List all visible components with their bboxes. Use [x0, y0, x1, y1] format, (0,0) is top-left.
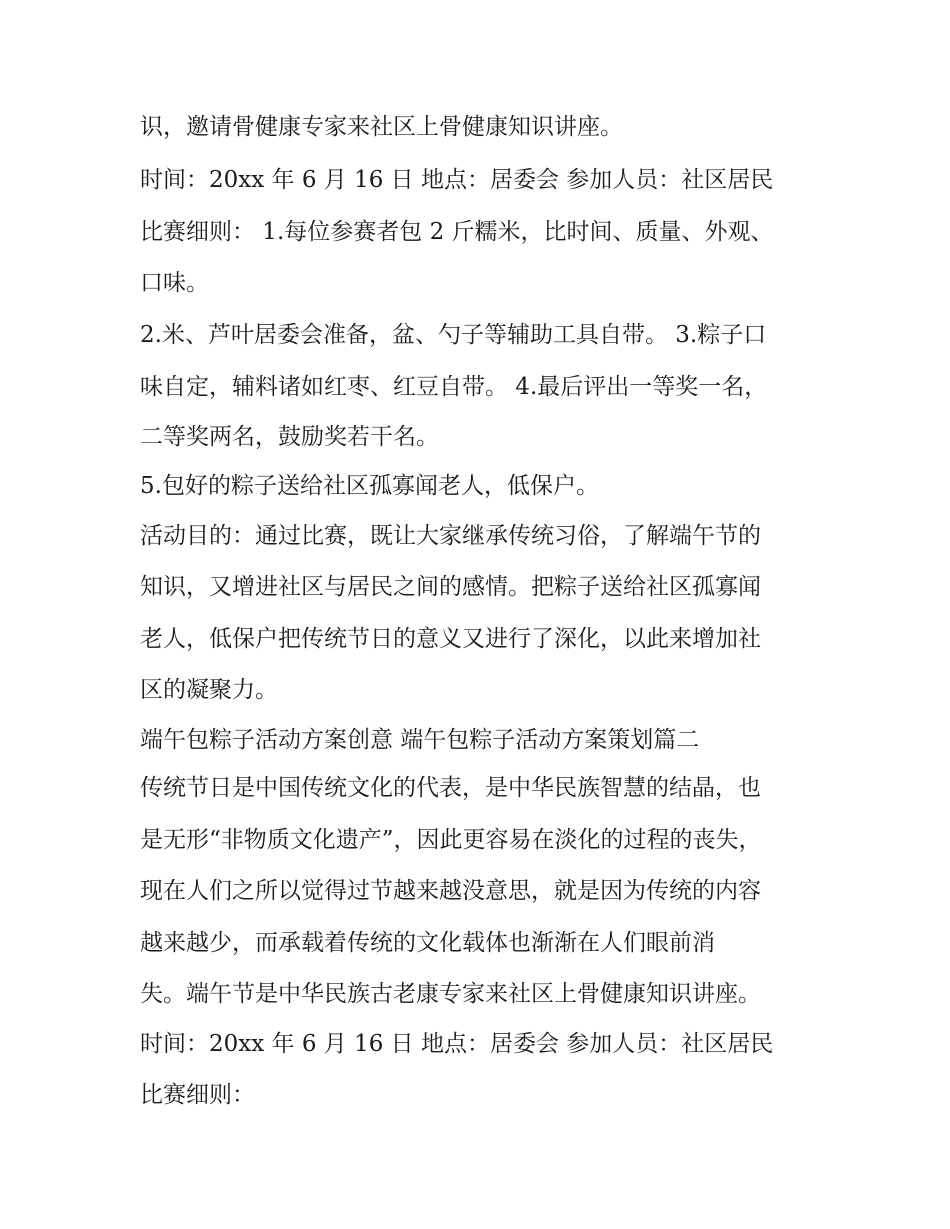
- text-line: 味自定，辅料诸如红枣、红豆自带。 4.最后评出一等奖一名，: [140, 374, 768, 400]
- text-line: 老人，低保户把传统节日的意义又进行了深化，以此来增加社: [140, 626, 761, 652]
- text-line: 比赛细则：: [140, 1082, 255, 1108]
- text-line: 识，邀请骨健康专家来社区上骨健康知识讲座。: [140, 114, 623, 140]
- text-line: 传统节日是中国传统文化的代表，是中华民族智慧的结晶，也: [140, 775, 761, 801]
- text-line: 口味。: [140, 270, 209, 296]
- text-line: 时间：20xx 年 6 月 16 日 地点：居委会 参加人员：社区居民: [140, 1031, 774, 1057]
- text-line: 知识，又增进社区与居民之间的感情。把粽子送给社区孤寡闻: [140, 574, 761, 600]
- text-line: 越来越少，而承载着传统的文化载体也渐渐在人们眼前消: [140, 930, 715, 956]
- text-line: 5.包好的粽子送给社区孤寡闻老人，低保户。: [140, 473, 599, 499]
- text-line: 时间：20xx 年 6 月 16 日 地点：居委会 参加人员：社区居民: [140, 167, 774, 193]
- text-line: 失。端午节是中华民族古老康专家来社区上骨健康知识讲座。: [140, 981, 761, 1007]
- text-line: 二等奖两名，鼓励奖若干名。: [140, 424, 439, 450]
- text-line: 现在人们之所以觉得过节越来越没意思，就是因为传统的内容: [140, 878, 761, 904]
- text-line: 比赛细则： 1.每位参赛者包 2 斤糯米，比时间、质量、外观、: [140, 219, 774, 245]
- text-line: 区的凝聚力。: [140, 677, 278, 703]
- text-line: 活动目的：通过比赛，既让大家继承传统习俗，了解端午节的: [140, 523, 761, 549]
- section-heading: 端午包粽子活动方案创意 端午包粽子活动方案策划篇二: [140, 727, 700, 753]
- text-line: 是无形“非物质文化遗产”，因此更容易在淡化的过程的丧失，: [140, 827, 762, 853]
- text-line: 2.米、芦叶居委会准备，盆、勺子等辅助工具自带。 3.粽子口: [140, 322, 767, 348]
